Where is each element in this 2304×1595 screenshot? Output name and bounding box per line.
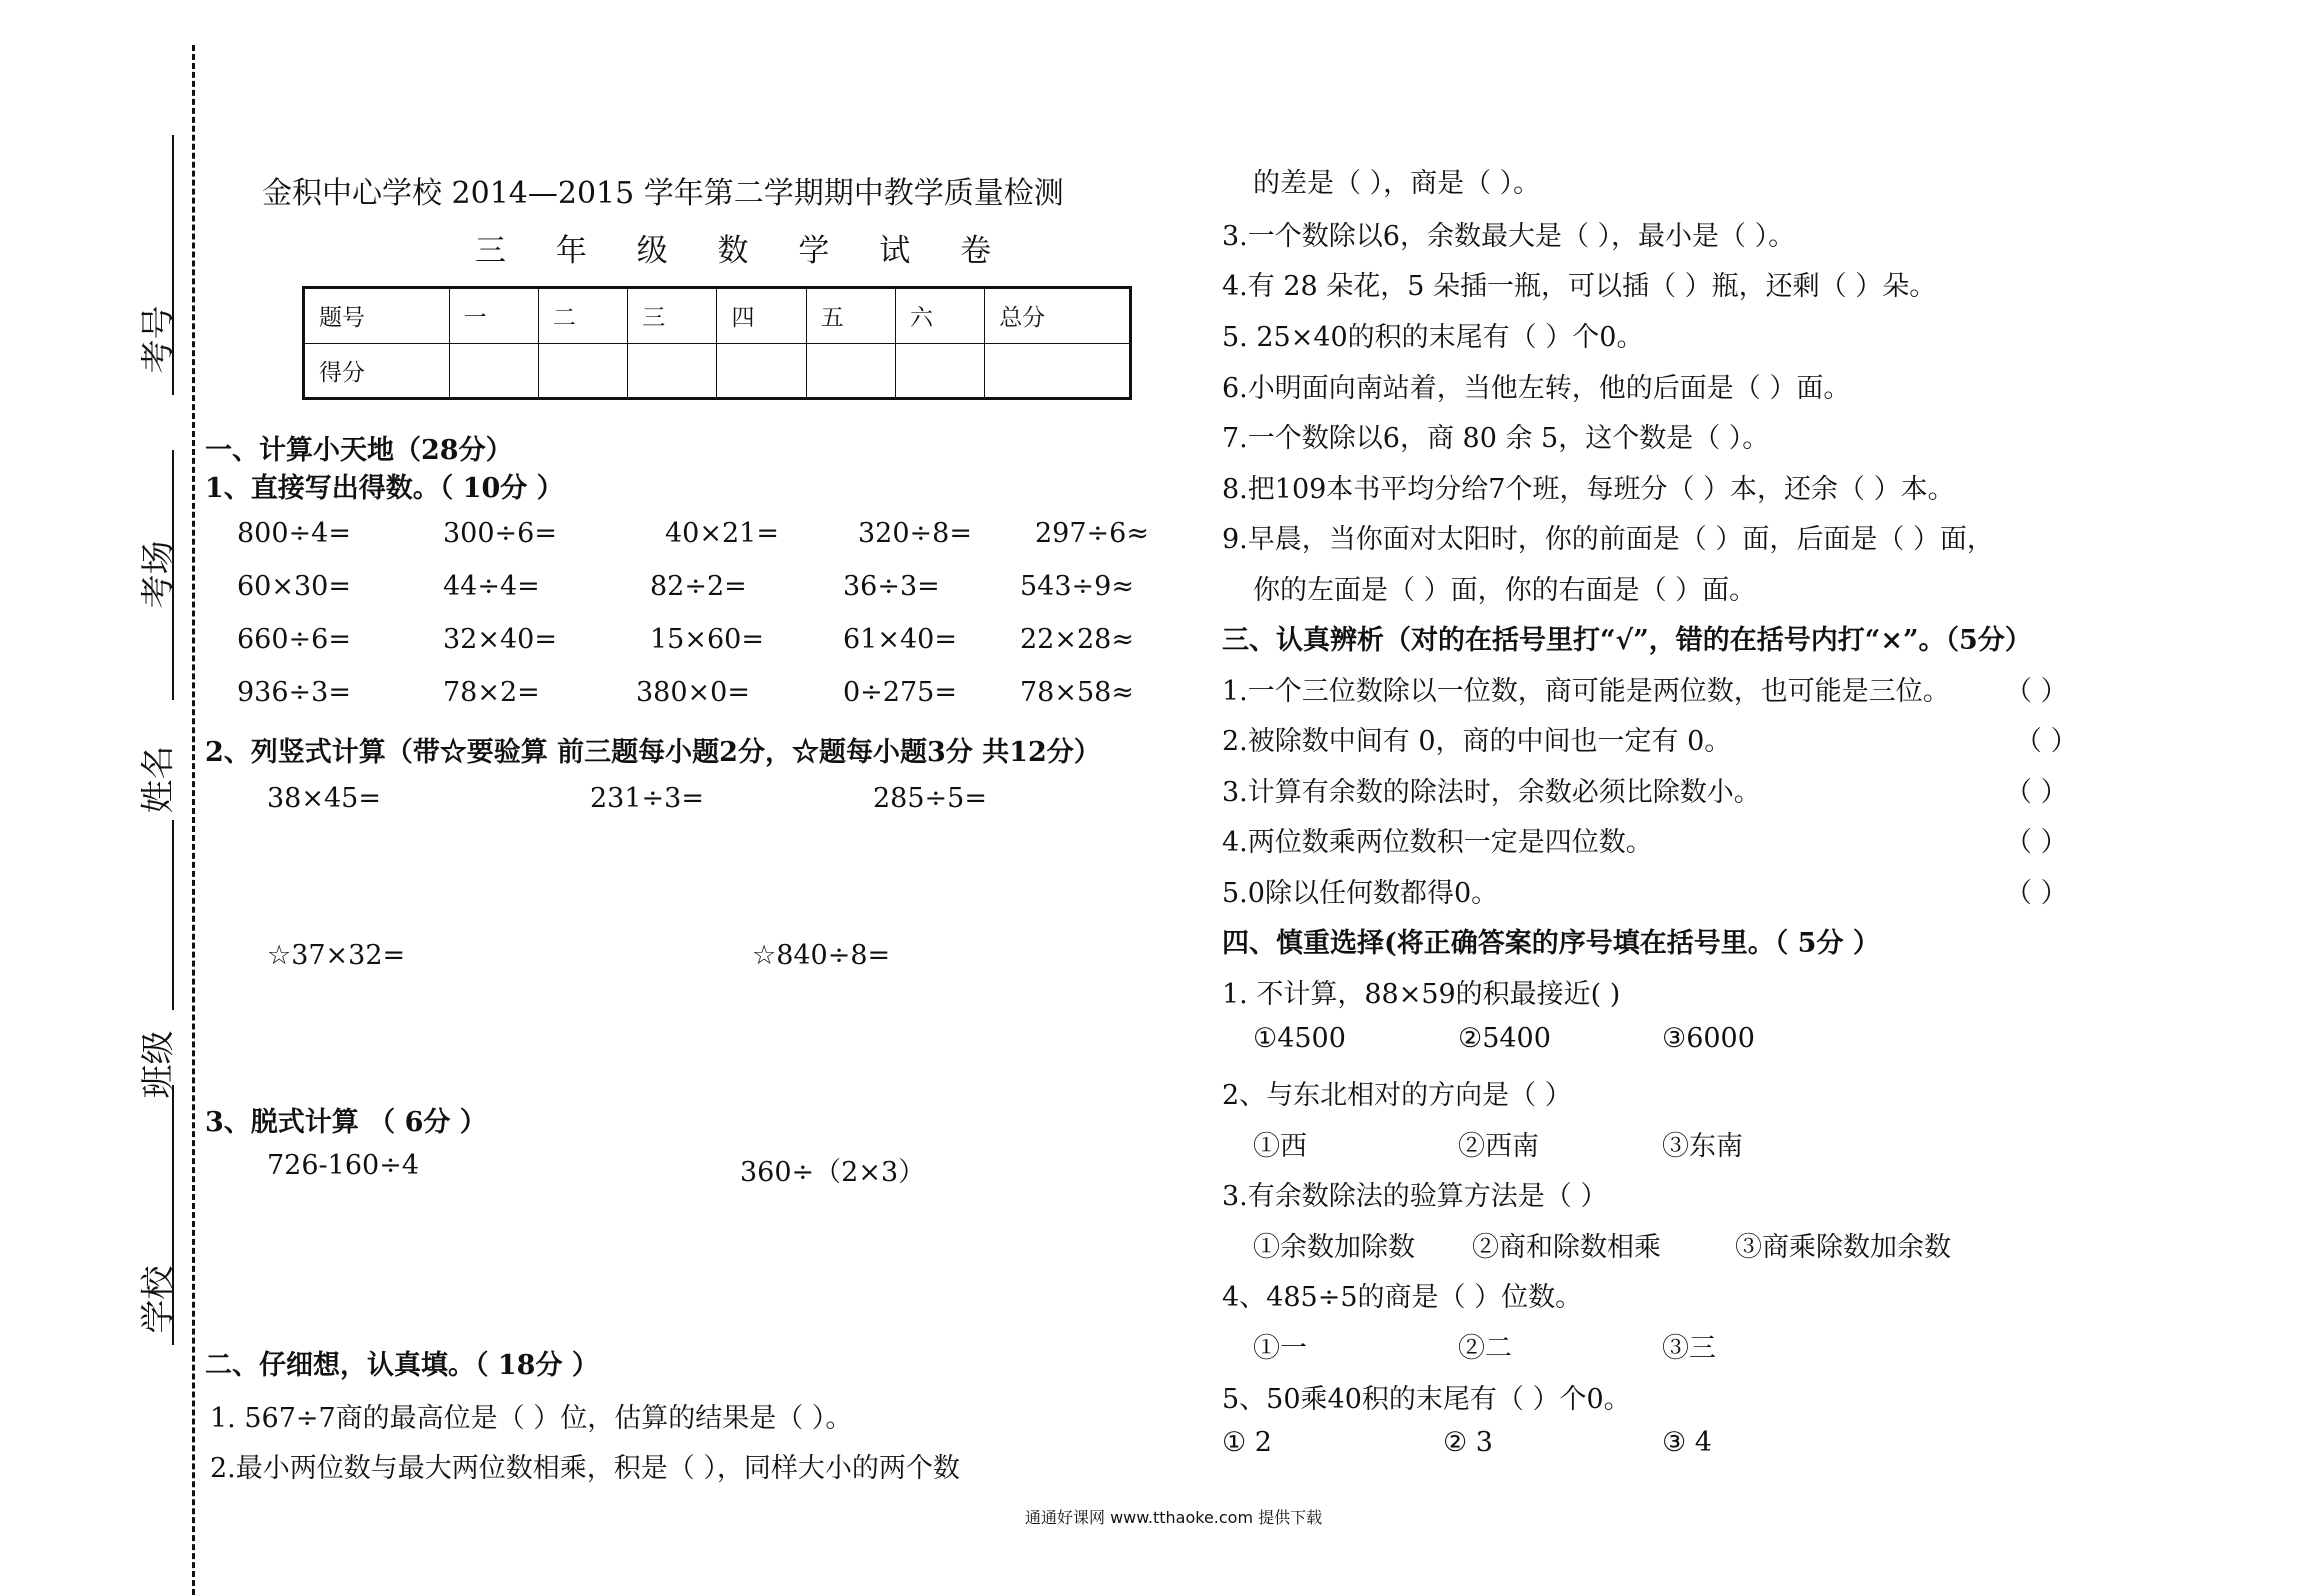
choice-question: 1. 不计算，88×59的积最接近( ) — [1222, 979, 1621, 1010]
calc-item: 44÷4= — [443, 571, 540, 602]
judge-question: 4.两位数乘两位数积一定是四位数。 — [1222, 827, 1653, 858]
score-table-score-row — [304, 343, 1131, 399]
choice-option: ① 2 — [1222, 1427, 1272, 1458]
step-calc-item: 360÷（2×3） — [740, 1157, 926, 1188]
score-cell: 得分 — [304, 343, 450, 399]
calc-item: 800÷4= — [237, 518, 351, 549]
fill-question-continued: 的差是（ ），商是（ ）。 — [1253, 168, 1541, 199]
calc-item: 297÷6≈ — [1035, 518, 1149, 549]
fill-question: 1. 567÷7商的最高位是（ ）位，估算的结果是（ ）。 — [210, 1403, 853, 1434]
score-cell: 一 — [449, 288, 538, 344]
score-table-header-row — [304, 288, 1131, 344]
subsection-1-title: 1、直接写出得数。（ 10分 ） — [205, 473, 564, 504]
choice-option: ②二 — [1458, 1333, 1512, 1364]
score-input-cell[interactable] — [895, 343, 984, 399]
calc-item: 78×2= — [443, 677, 540, 708]
choice-option: ②西南 — [1458, 1131, 1539, 1162]
side-label-kaochang: 考场 — [138, 540, 179, 609]
choice-option: ②5400 — [1458, 1023, 1551, 1054]
judge-question: 2.被除数中间有 0，商的中间也一定有 0。 — [1222, 726, 1732, 757]
score-input-cell[interactable] — [717, 343, 806, 399]
score-cell: 题号 — [304, 288, 450, 344]
section-2-title: 二、仔细想，认真填。（ 18分 ） — [205, 1350, 599, 1381]
step-calc-item: 726-160÷4 — [267, 1150, 419, 1181]
calc-item: 320÷8= — [858, 518, 972, 549]
calc-item: 22×28≈ — [1020, 624, 1134, 655]
choice-question: 2、与东北相对的方向是（ ） — [1222, 1080, 1572, 1111]
choice-option: ①西 — [1253, 1131, 1307, 1162]
calc-item: 60×30= — [237, 571, 351, 602]
choice-option: ①余数加除数 — [1253, 1232, 1415, 1263]
fill-question: 8.把109本书平均分给7个班，每班分（ ）本，还余（ ）本。 — [1222, 474, 1955, 505]
footer-source: 通通好课网 www.tthaoke.com 提供下载 — [1025, 1508, 1323, 1527]
choice-option: ①一 — [1253, 1333, 1307, 1364]
judge-answer-box[interactable]: （ ） — [2005, 676, 2068, 707]
choice-option: ②商和除数相乘 — [1472, 1232, 1661, 1263]
score-cell: 三 — [628, 288, 717, 344]
section-1-title: 一、计算小天地（28分） — [205, 435, 513, 466]
binding-dashed-line — [192, 45, 195, 1595]
fill-question: 5. 25×40的积的末尾有（ ）个0。 — [1222, 322, 1644, 353]
fill-question: 9.早晨，当你面对太阳时，你的前面是（ ）面，后面是（ ）面， — [1222, 524, 1994, 555]
side-label-banji: 班级 — [138, 1030, 179, 1099]
choice-question: 5、50乘40积的末尾有（ ）个0。 — [1222, 1384, 1631, 1415]
calc-item: 36÷3= — [843, 571, 940, 602]
vertical-calc-item: ☆840÷8= — [752, 940, 891, 971]
judge-question: 5.0除以任何数都得0。 — [1222, 878, 1499, 909]
choice-option: ①4500 — [1253, 1023, 1346, 1054]
fill-question: 4.有 28 朵花，5 朵插一瓶，可以插（ ）瓶，还剩（ ）朵。 — [1222, 271, 1937, 302]
score-input-cell[interactable] — [628, 343, 717, 399]
score-cell: 六 — [895, 288, 984, 344]
calc-item: 32×40= — [443, 624, 557, 655]
score-cell: 总分 — [985, 288, 1131, 344]
choice-option: ③东南 — [1662, 1131, 1743, 1162]
calc-item: 0÷275= — [843, 677, 957, 708]
calc-item: 61×40= — [843, 624, 957, 655]
choice-option: ③商乘除数加余数 — [1735, 1232, 1951, 1263]
choice-option: ③6000 — [1662, 1023, 1755, 1054]
judge-answer-box[interactable]: （ ） — [2015, 726, 2078, 757]
judge-answer-box[interactable]: （ ） — [2005, 878, 2068, 909]
score-table — [302, 286, 1132, 400]
section-3-title: 三、认真辨析（对的在括号里打“√”，错的在括号内打“×”。（5分） — [1222, 625, 2032, 656]
score-input-cell[interactable] — [449, 343, 538, 399]
choice-option: ② 3 — [1443, 1427, 1493, 1458]
vertical-calc-item: 231÷3= — [590, 783, 704, 814]
side-label-xuexiao: 学校 — [138, 1265, 179, 1334]
score-input-cell[interactable] — [806, 343, 895, 399]
fill-question: 你的左面是（ ）面，你的右面是（ ）面。 — [1253, 575, 1757, 606]
fill-question: 6.小明面向南站着，当他左转，他的后面是（ ）面。 — [1222, 373, 1851, 404]
calc-item: 82÷2= — [650, 571, 747, 602]
exam-subtitle: 三 年 级 数 学 试 卷 — [475, 233, 1012, 269]
judge-question: 1.一个三位数除以一位数，商可能是两位数，也可能是三位。 — [1222, 676, 1950, 707]
subsection-2-title: 2、列竖式计算（带☆要验算 前三题每小题2分，☆题每小题3分 共12分） — [205, 737, 1101, 768]
calc-item: 15×60= — [650, 624, 764, 655]
fill-question: 7.一个数除以6，商 80 余 5，这个数是（ ）。 — [1222, 423, 1770, 454]
subsection-3-title: 3、脱式计算 （ 6分 ） — [205, 1107, 487, 1138]
judge-question: 3.计算有余数的除法时，余数必须比除数小。 — [1222, 777, 1761, 808]
judge-answer-box[interactable]: （ ） — [2005, 777, 2068, 808]
choice-option: ③三 — [1662, 1333, 1716, 1364]
calc-item: 40×21= — [665, 518, 779, 549]
choice-question: 3.有余数除法的验算方法是（ ） — [1222, 1181, 1608, 1212]
side-label-xingming: 姓名 — [138, 745, 179, 814]
calc-item: 936÷3= — [237, 677, 351, 708]
choice-question: 4、485÷5的商是（ ）位数。 — [1222, 1282, 1583, 1313]
score-input-cell[interactable] — [538, 343, 627, 399]
exam-title: 金积中心学校 2014—2015 学年第二学期期中教学质量检测 — [262, 176, 1064, 211]
calc-item: 543÷9≈ — [1020, 571, 1134, 602]
calc-item: 78×58≈ — [1020, 677, 1134, 708]
fill-line-xingming — [172, 820, 174, 1010]
vertical-calc-item: 285÷5= — [873, 783, 987, 814]
side-label-kaohao: 考号 — [138, 305, 179, 374]
score-cell: 五 — [806, 288, 895, 344]
vertical-calc-item: ☆37×32= — [267, 940, 406, 971]
fill-question: 2.最小两位数与最大两位数相乘，积是（ ），同样大小的两个数 — [210, 1453, 960, 1484]
score-input-cell[interactable] — [985, 343, 1131, 399]
score-cell: 二 — [538, 288, 627, 344]
vertical-calc-item: 38×45= — [267, 783, 381, 814]
calc-item: 300÷6= — [443, 518, 557, 549]
section-4-title: 四、慎重选择(将正确答案的序号填在括号里。（ 5分 ） — [1222, 928, 1880, 959]
calc-item: 660÷6= — [237, 624, 351, 655]
score-cell: 四 — [717, 288, 806, 344]
judge-answer-box[interactable]: （ ） — [2005, 827, 2068, 858]
fill-question: 3.一个数除以6，余数最大是（ ），最小是（ ）。 — [1222, 221, 1796, 252]
choice-option: ③ 4 — [1662, 1427, 1712, 1458]
calc-item: 380×0= — [636, 677, 750, 708]
